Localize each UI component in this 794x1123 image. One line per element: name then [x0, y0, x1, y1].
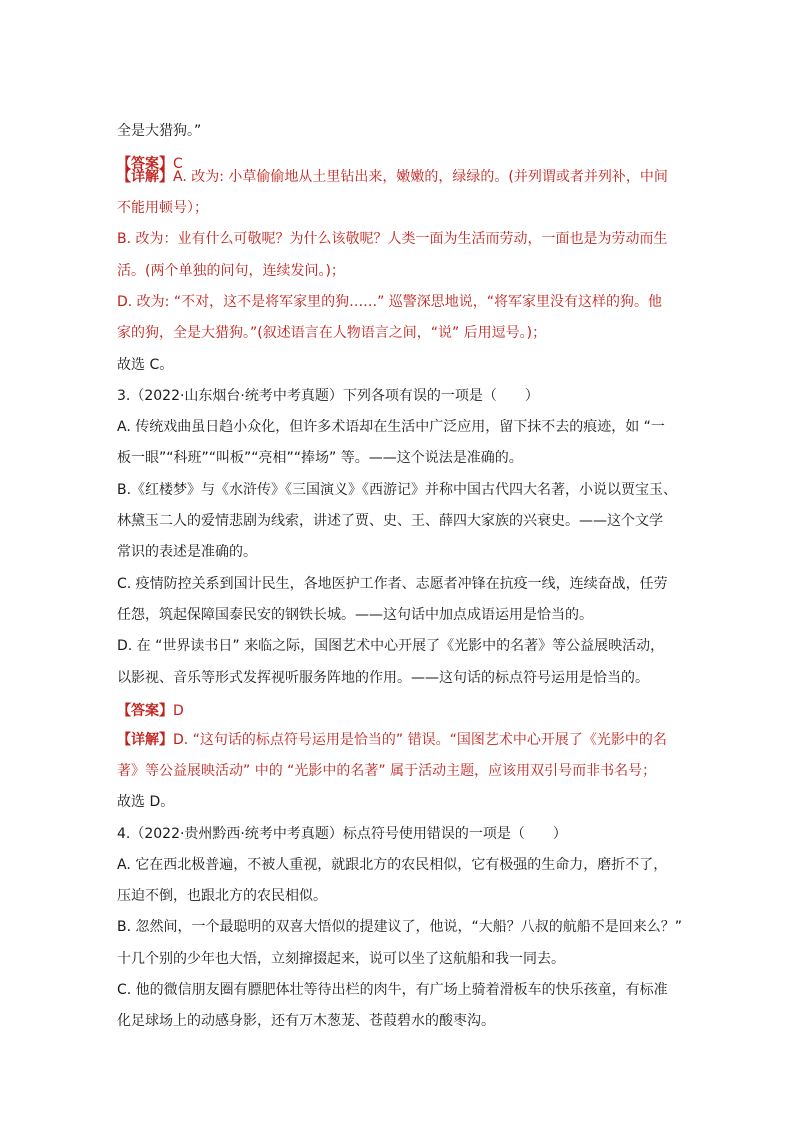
text-line: 林黛玉二人的爱情悲剧为线索，讲述了贾、史、王、薛四大家族的兴衰史。——这个文学 [117, 513, 663, 529]
explanation-line: 【详解】D. “这句话的标点符号运用是恰当的” 错误。“国图艺术中心开展了《光影中的名 [117, 732, 667, 748]
text-line: 活。(两个单独的问句，连续发问。)； [117, 263, 345, 279]
option-line: C. 他的微信朋友圈有膘肥体壮等待出栏的肉牛，有广场上骑着滑板车的快乐孩童，有标准 [117, 982, 668, 998]
text-line: 故选 D。 [117, 794, 175, 810]
text-line: 故选 C。 [117, 357, 174, 373]
text-line: 不能用顿号）； [117, 200, 208, 216]
answer-tag: 【答案】 [117, 156, 173, 172]
text-line: B. 改为：业有什么可敬呢？为什么该敬呢？人类一面为生活而劳动，一面也是为劳动而生 [117, 231, 668, 247]
text-line: 压迫不倒，也跟北方的农民相似。 [117, 888, 327, 904]
text-line: 化足球场上的动感身影，还有万木葱茏、苍葭碧水的酸枣沟。 [117, 1013, 495, 1029]
answer-line: 【答案】C [117, 156, 183, 172]
explanation-line: 【详解】A. 改为: 小草偷偷地从土里钻出来，嫩嫩的，绿绿的。(并列谓或者并列补，中间 [117, 169, 668, 185]
option-line: A. 它在西北极普遍，不被人重视，就跟北方的农民相似，它有极强的生命力，磨折不了， [117, 857, 668, 873]
explanation-tag: 【详解】 [117, 169, 173, 185]
text-line: 家的狗，全是大猎狗。”(叙述语言在人物语言之间，“说” 后用逗号。)； [117, 325, 547, 341]
text-line: D. 改为: “不对，这不是将军家里的狗……” 巡警深思地说，“将军家里没有这样的狗。他 [117, 294, 663, 310]
answer-line: 【答案】D [117, 703, 184, 719]
option-line: D. 在 “世界读书日” 来临之际，国图艺术中心开展了《光影中的名著》等公益展映活动， [117, 638, 665, 654]
text-line: 全是大猎狗。” [117, 123, 202, 139]
text-line: 著》等公益展映活动” 中的 “光影中的名著” 属于活动主题，应该用双引号而非书名号； [117, 763, 657, 779]
explanation-tag: 【详解】 [117, 732, 173, 748]
option-line: B. 忽然间，一个最聪明的双喜大悟似的提建议了，他说，“大船？八叔的航船不是回来么？” [117, 919, 683, 935]
option-line: A. 传统戏曲虽日趋小众化，但许多术语却在生活中广泛应用，留下抹不去的痕迹，如 “一 [117, 419, 665, 435]
text-line: 任怨，筑起保障国泰民安的钢铁长城。——这句话中加点成语运用是恰当的。 [117, 607, 593, 623]
question-line: 3.（2022·山东烟台·统考中考真题）下列各项有误的一项是（ ） [117, 388, 539, 404]
text-line: 十几个别的少年也大悟，立刻撺掇起来，说可以坐了这航船和我一同去。 [117, 951, 565, 967]
option-line: B.《红楼梦》与《水浒传》《三国演义》《西游记》并称中国古代四大名著，小说以贾宝玉、 [117, 482, 678, 498]
answer-tag: 【答案】 [117, 703, 173, 719]
question-line: 4.（2022·贵州黔西·统考中考真题）标点符号使用错误的一项是（ ） [117, 826, 567, 842]
text-line: 以影视、音乐等形式发挥视听服务阵地的作用。——这句话的标点符号运用是恰当的。 [117, 670, 649, 686]
text-line: 常识的表述是准确的。 [117, 544, 257, 560]
text-line: 板一眼”“科班”“叫板”“亮相”“捧场” 等。——这个说法是准确的。 [117, 450, 523, 466]
option-line: C. 疫情防控关系到国计民生，各地医护工作者、志愿者冲锋在抗疫一线，连续奋战，任劳 [117, 576, 668, 592]
